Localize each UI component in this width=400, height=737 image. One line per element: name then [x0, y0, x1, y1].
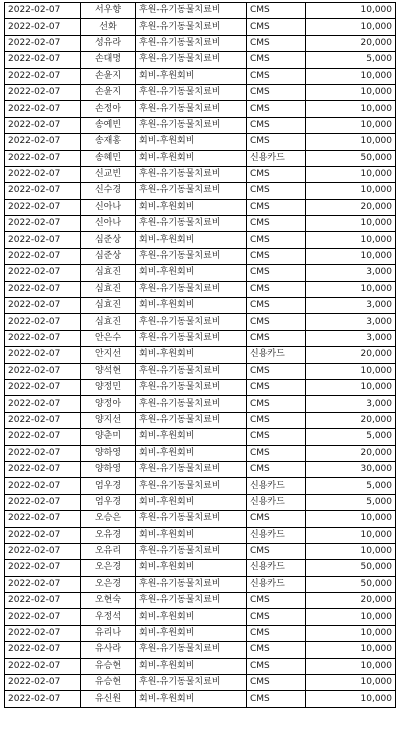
- category-cell: 후원-유기동물치료비: [136, 248, 247, 264]
- donor-name-cell: 손윤지: [81, 84, 136, 100]
- donor-name-cell: 오유리: [81, 543, 136, 559]
- payment-method-cell: CMS: [247, 642, 306, 658]
- table-row: [5, 445, 396, 461]
- category-cell: 회비-후원회비: [136, 150, 247, 166]
- payment-method-cell: CMS: [247, 445, 306, 461]
- table-row: [5, 658, 396, 674]
- table-row: [5, 593, 396, 609]
- date-cell: 2022-02-07: [5, 642, 81, 658]
- payment-method-cell: CMS: [247, 84, 306, 100]
- amount-cell: 10,000: [306, 183, 396, 199]
- category-cell: 회비-후원회비: [136, 347, 247, 363]
- payment-method-cell: CMS: [247, 134, 306, 150]
- payment-method-cell: CMS: [247, 625, 306, 641]
- category-cell: 후원-유기동물치료비: [136, 412, 247, 428]
- table-row: [5, 265, 396, 281]
- category-cell: 후원-유기동물치료비: [136, 117, 247, 133]
- payment-method-cell: CMS: [247, 379, 306, 395]
- date-cell: 2022-02-07: [5, 101, 81, 117]
- payment-method-cell: 신용카드: [247, 150, 306, 166]
- payment-method-cell: CMS: [247, 330, 306, 346]
- donor-name-cell: 오은경: [81, 576, 136, 592]
- table-row: [5, 35, 396, 51]
- donor-name-cell: 선화: [81, 19, 136, 35]
- payment-method-cell: 신용카드: [247, 527, 306, 543]
- category-cell: 회비-후원회비: [136, 134, 247, 150]
- table-row: [5, 101, 396, 117]
- amount-cell: 30,000: [306, 461, 396, 477]
- amount-cell: 10,000: [306, 609, 396, 625]
- donor-name-cell: 송예빈: [81, 117, 136, 133]
- donor-name-cell: 양하영: [81, 445, 136, 461]
- payment-method-cell: CMS: [247, 183, 306, 199]
- donor-name-cell: 성유라: [81, 35, 136, 51]
- table-row: [5, 281, 396, 297]
- category-cell: 후원-유기동물치료비: [136, 52, 247, 68]
- category-cell: 회비-후원회비: [136, 445, 247, 461]
- category-cell: 회비-후원회비: [136, 527, 247, 543]
- table-row: [5, 84, 396, 100]
- table-row: [5, 19, 396, 35]
- date-cell: 2022-02-07: [5, 52, 81, 68]
- date-cell: 2022-02-07: [5, 658, 81, 674]
- table-row: [5, 461, 396, 477]
- date-cell: 2022-02-07: [5, 19, 81, 35]
- table-row: [5, 134, 396, 150]
- amount-cell: 3,000: [306, 314, 396, 330]
- table-row: [5, 52, 396, 68]
- category-cell: 후원-유기동물치료비: [136, 101, 247, 117]
- category-cell: 회비-후원회비: [136, 265, 247, 281]
- category-cell: 후원-유기동물치료비: [136, 84, 247, 100]
- amount-cell: 50,000: [306, 150, 396, 166]
- date-cell: 2022-02-07: [5, 494, 81, 510]
- table-row: [5, 576, 396, 592]
- donor-name-cell: 송재홍: [81, 134, 136, 150]
- payment-method-cell: CMS: [247, 19, 306, 35]
- table-row: [5, 68, 396, 84]
- date-cell: 2022-02-07: [5, 232, 81, 248]
- table-row: [5, 494, 396, 510]
- table-row: [5, 347, 396, 363]
- category-cell: 후원-유기동물치료비: [136, 314, 247, 330]
- donor-name-cell: 심준상: [81, 248, 136, 264]
- date-cell: 2022-02-07: [5, 166, 81, 182]
- amount-cell: 10,000: [306, 363, 396, 379]
- category-cell: 후원-유기동물치료비: [136, 642, 247, 658]
- donor-name-cell: 서우향: [81, 3, 136, 19]
- donor-name-cell: 심준상: [81, 232, 136, 248]
- date-cell: 2022-02-07: [5, 117, 81, 133]
- payment-method-cell: CMS: [247, 3, 306, 19]
- donor-name-cell: 신수경: [81, 183, 136, 199]
- amount-cell: 10,000: [306, 511, 396, 527]
- donation-table: [4, 2, 396, 708]
- donor-name-cell: 심효진: [81, 314, 136, 330]
- category-cell: 후원-유기동물치료비: [136, 183, 247, 199]
- donor-name-cell: 신교빈: [81, 166, 136, 182]
- amount-cell: 3,000: [306, 396, 396, 412]
- category-cell: 후원-유기동물치료비: [136, 379, 247, 395]
- donor-name-cell: 송혜민: [81, 150, 136, 166]
- date-cell: 2022-02-07: [5, 3, 81, 19]
- category-cell: 회비-후원회비: [136, 68, 247, 84]
- payment-method-cell: CMS: [247, 396, 306, 412]
- payment-method-cell: CMS: [247, 412, 306, 428]
- date-cell: 2022-02-07: [5, 691, 81, 707]
- table-row: [5, 314, 396, 330]
- category-cell: 회비-후원회비: [136, 658, 247, 674]
- payment-method-cell: CMS: [247, 609, 306, 625]
- category-cell: 회비-후원회비: [136, 232, 247, 248]
- table-row: [5, 150, 396, 166]
- amount-cell: 10,000: [306, 691, 396, 707]
- donor-name-cell: 안은수: [81, 330, 136, 346]
- donor-name-cell: 신아나: [81, 199, 136, 215]
- date-cell: 2022-02-07: [5, 609, 81, 625]
- table-row: [5, 675, 396, 691]
- amount-cell: 3,000: [306, 298, 396, 314]
- date-cell: 2022-02-07: [5, 248, 81, 264]
- category-cell: 후원-유기동물치료비: [136, 478, 247, 494]
- donor-name-cell: 안지선: [81, 347, 136, 363]
- table-row: [5, 625, 396, 641]
- date-cell: 2022-02-07: [5, 68, 81, 84]
- amount-cell: 10,000: [306, 248, 396, 264]
- table-row: [5, 117, 396, 133]
- date-cell: 2022-02-07: [5, 675, 81, 691]
- donor-name-cell: 유리나: [81, 625, 136, 641]
- date-cell: 2022-02-07: [5, 35, 81, 51]
- category-cell: 후원-유기동물치료비: [136, 19, 247, 35]
- date-cell: 2022-02-07: [5, 265, 81, 281]
- payment-method-cell: CMS: [247, 68, 306, 84]
- table-row: [5, 363, 396, 379]
- table-row: [5, 183, 396, 199]
- payment-method-cell: 신용카드: [247, 478, 306, 494]
- amount-cell: 10,000: [306, 101, 396, 117]
- category-cell: 후원-유기동물치료비: [136, 461, 247, 477]
- date-cell: 2022-02-07: [5, 543, 81, 559]
- category-cell: 후원-유기동물치료비: [136, 363, 247, 379]
- date-cell: 2022-02-07: [5, 347, 81, 363]
- amount-cell: 10,000: [306, 527, 396, 543]
- donor-name-cell: 심효진: [81, 298, 136, 314]
- amount-cell: 10,000: [306, 134, 396, 150]
- table-row: [5, 429, 396, 445]
- donor-name-cell: 심효진: [81, 281, 136, 297]
- date-cell: 2022-02-07: [5, 527, 81, 543]
- category-cell: 후원-유기동물치료비: [136, 35, 247, 51]
- category-cell: 후원-유기동물치료비: [136, 576, 247, 592]
- amount-cell: 3,000: [306, 330, 396, 346]
- payment-method-cell: CMS: [247, 281, 306, 297]
- date-cell: 2022-02-07: [5, 134, 81, 150]
- amount-cell: 50,000: [306, 576, 396, 592]
- amount-cell: 10,000: [306, 658, 396, 674]
- donor-name-cell: 유승현: [81, 658, 136, 674]
- amount-cell: 10,000: [306, 379, 396, 395]
- date-cell: 2022-02-07: [5, 298, 81, 314]
- category-cell: 회비-후원회비: [136, 494, 247, 510]
- category-cell: 후원-유기동물치료비: [136, 543, 247, 559]
- category-cell: 회비-후원회비: [136, 298, 247, 314]
- payment-method-cell: CMS: [247, 543, 306, 559]
- amount-cell: 10,000: [306, 84, 396, 100]
- category-cell: 회비-후원회비: [136, 560, 247, 576]
- amount-cell: 5,000: [306, 494, 396, 510]
- date-cell: 2022-02-07: [5, 199, 81, 215]
- payment-method-cell: CMS: [247, 265, 306, 281]
- table-row: [5, 527, 396, 543]
- table-row: [5, 478, 396, 494]
- date-cell: 2022-02-07: [5, 330, 81, 346]
- table-row: [5, 248, 396, 264]
- payment-method-cell: CMS: [247, 363, 306, 379]
- amount-cell: 10,000: [306, 232, 396, 248]
- amount-cell: 20,000: [306, 412, 396, 428]
- table-row: [5, 379, 396, 395]
- category-cell: 후원-유기동물치료비: [136, 593, 247, 609]
- donor-name-cell: 심효진: [81, 265, 136, 281]
- payment-method-cell: CMS: [247, 593, 306, 609]
- date-cell: 2022-02-07: [5, 281, 81, 297]
- amount-cell: 5,000: [306, 429, 396, 445]
- donor-name-cell: 오승은: [81, 511, 136, 527]
- donor-name-cell: 양하영: [81, 461, 136, 477]
- table-row: [5, 396, 396, 412]
- date-cell: 2022-02-07: [5, 183, 81, 199]
- date-cell: 2022-02-07: [5, 150, 81, 166]
- date-cell: 2022-02-07: [5, 379, 81, 395]
- table-row: [5, 199, 396, 215]
- payment-method-cell: CMS: [247, 691, 306, 707]
- amount-cell: 10,000: [306, 281, 396, 297]
- category-cell: 회비-후원회비: [136, 691, 247, 707]
- category-cell: 후원-유기동물치료비: [136, 216, 247, 232]
- table-row: [5, 560, 396, 576]
- date-cell: 2022-02-07: [5, 429, 81, 445]
- date-cell: 2022-02-07: [5, 478, 81, 494]
- date-cell: 2022-02-07: [5, 593, 81, 609]
- payment-method-cell: CMS: [247, 35, 306, 51]
- donor-name-cell: 엄우경: [81, 478, 136, 494]
- amount-cell: 10,000: [306, 68, 396, 84]
- category-cell: 후원-유기동물치료비: [136, 675, 247, 691]
- payment-method-cell: CMS: [247, 166, 306, 182]
- table-row: [5, 691, 396, 707]
- payment-method-cell: CMS: [247, 248, 306, 264]
- date-cell: 2022-02-07: [5, 216, 81, 232]
- donor-name-cell: 신아나: [81, 216, 136, 232]
- amount-cell: 10,000: [306, 543, 396, 559]
- payment-method-cell: 신용카드: [247, 347, 306, 363]
- amount-cell: 10,000: [306, 625, 396, 641]
- date-cell: 2022-02-07: [5, 560, 81, 576]
- donor-name-cell: 손윤지: [81, 68, 136, 84]
- category-cell: 후원-유기동물치료비: [136, 396, 247, 412]
- amount-cell: 5,000: [306, 478, 396, 494]
- date-cell: 2022-02-07: [5, 84, 81, 100]
- amount-cell: 20,000: [306, 35, 396, 51]
- amount-cell: 5,000: [306, 52, 396, 68]
- donor-name-cell: 오유경: [81, 527, 136, 543]
- donor-name-cell: 엄우경: [81, 494, 136, 510]
- donor-name-cell: 손대명: [81, 52, 136, 68]
- amount-cell: 10,000: [306, 19, 396, 35]
- donor-name-cell: 양정민: [81, 379, 136, 395]
- donor-name-cell: 양춘미: [81, 429, 136, 445]
- payment-method-cell: CMS: [247, 658, 306, 674]
- payment-method-cell: CMS: [247, 199, 306, 215]
- category-cell: 후원-유기동물치료비: [136, 281, 247, 297]
- category-cell: 후원-유기동물치료비: [136, 330, 247, 346]
- donor-name-cell: 양정아: [81, 396, 136, 412]
- payment-method-cell: CMS: [247, 52, 306, 68]
- table-row: [5, 3, 396, 19]
- table-row: [5, 216, 396, 232]
- category-cell: 후원-유기동물치료비: [136, 511, 247, 527]
- amount-cell: 20,000: [306, 445, 396, 461]
- table-row: [5, 543, 396, 559]
- donor-name-cell: 유신원: [81, 691, 136, 707]
- donor-name-cell: 유사라: [81, 642, 136, 658]
- category-cell: 회비-후원회비: [136, 199, 247, 215]
- donor-name-cell: 우정석: [81, 609, 136, 625]
- payment-method-cell: CMS: [247, 675, 306, 691]
- payment-method-cell: CMS: [247, 101, 306, 117]
- table-row: [5, 511, 396, 527]
- date-cell: 2022-02-07: [5, 412, 81, 428]
- date-cell: 2022-02-07: [5, 461, 81, 477]
- amount-cell: 20,000: [306, 593, 396, 609]
- payment-method-cell: CMS: [247, 232, 306, 248]
- payment-method-cell: CMS: [247, 117, 306, 133]
- amount-cell: 10,000: [306, 3, 396, 19]
- date-cell: 2022-02-07: [5, 363, 81, 379]
- amount-cell: 10,000: [306, 117, 396, 133]
- payment-method-cell: CMS: [247, 216, 306, 232]
- date-cell: 2022-02-07: [5, 576, 81, 592]
- donor-name-cell: 양석현: [81, 363, 136, 379]
- date-cell: 2022-02-07: [5, 314, 81, 330]
- donor-name-cell: 오현숙: [81, 593, 136, 609]
- amount-cell: 20,000: [306, 347, 396, 363]
- donor-name-cell: 유승현: [81, 675, 136, 691]
- table-row: [5, 166, 396, 182]
- payment-method-cell: CMS: [247, 429, 306, 445]
- category-cell: 회비-후원회비: [136, 625, 247, 641]
- donor-name-cell: 손정아: [81, 101, 136, 117]
- amount-cell: 10,000: [306, 642, 396, 658]
- payment-method-cell: CMS: [247, 461, 306, 477]
- date-cell: 2022-02-07: [5, 445, 81, 461]
- payment-method-cell: 신용카드: [247, 576, 306, 592]
- amount-cell: 10,000: [306, 675, 396, 691]
- donor-name-cell: 오은경: [81, 560, 136, 576]
- payment-method-cell: CMS: [247, 314, 306, 330]
- amount-cell: 20,000: [306, 199, 396, 215]
- donation-sheet: [4, 2, 395, 708]
- table-row: [5, 609, 396, 625]
- payment-method-cell: 신용카드: [247, 494, 306, 510]
- table-row: [5, 642, 396, 658]
- category-cell: 후원-유기동물치료비: [136, 3, 247, 19]
- date-cell: 2022-02-07: [5, 625, 81, 641]
- payment-method-cell: 신용카드: [247, 560, 306, 576]
- table-row: [5, 298, 396, 314]
- amount-cell: 50,000: [306, 560, 396, 576]
- amount-cell: 10,000: [306, 166, 396, 182]
- category-cell: 회비-후원회비: [136, 609, 247, 625]
- date-cell: 2022-02-07: [5, 396, 81, 412]
- category-cell: 후원-유기동물치료비: [136, 166, 247, 182]
- payment-method-cell: CMS: [247, 511, 306, 527]
- payment-method-cell: CMS: [247, 298, 306, 314]
- category-cell: 회비-후원회비: [136, 429, 247, 445]
- donor-name-cell: 양지선: [81, 412, 136, 428]
- amount-cell: 3,000: [306, 265, 396, 281]
- table-row: [5, 232, 396, 248]
- table-row: [5, 412, 396, 428]
- table-row: [5, 330, 396, 346]
- table-body: [5, 3, 396, 708]
- amount-cell: 10,000: [306, 216, 396, 232]
- date-cell: 2022-02-07: [5, 511, 81, 527]
